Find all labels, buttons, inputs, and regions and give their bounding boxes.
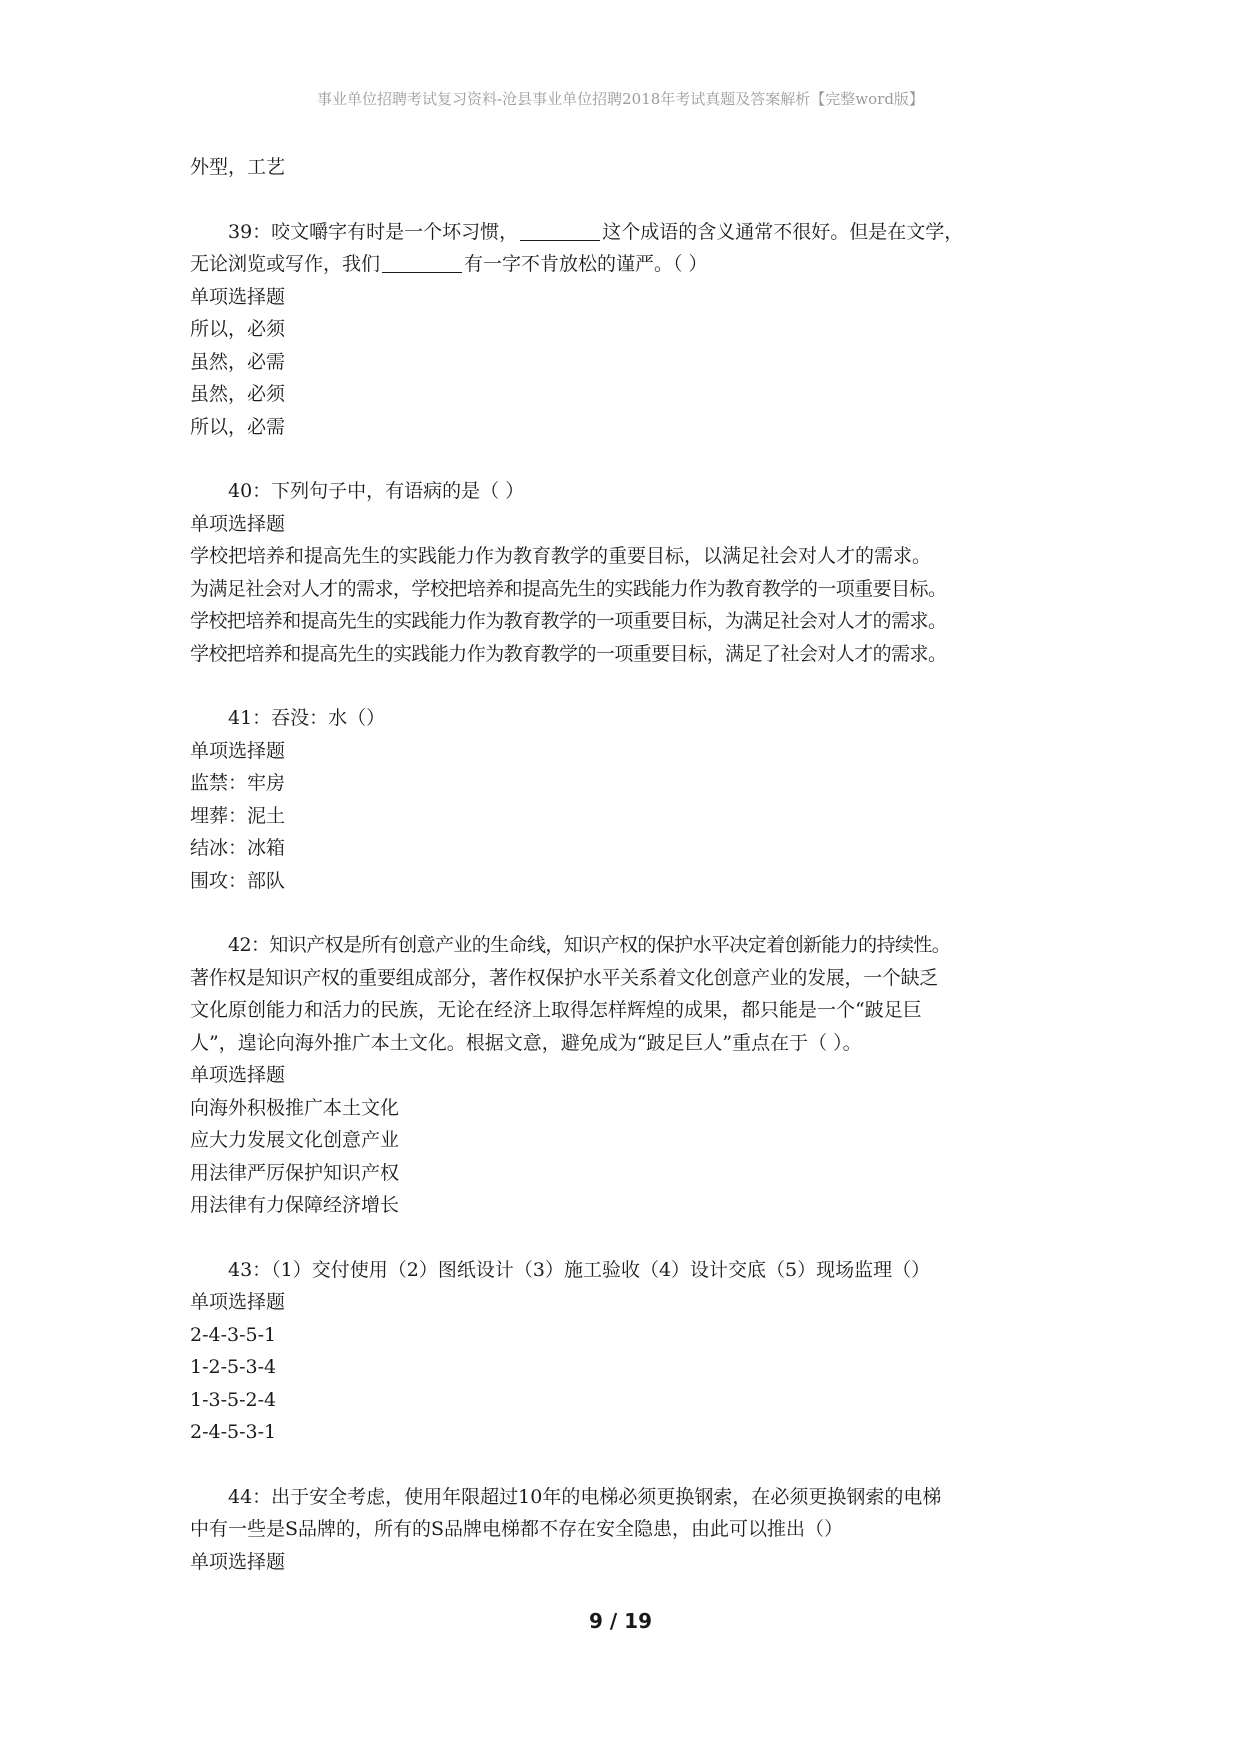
option: 2-4-3-5-1 (190, 1323, 277, 1346)
question-stem: 43：（1）交付使用（2）图纸设计（3）施工验收（4）设计交底（5）现场监理（） (228, 1258, 931, 1281)
question-stem-line: 无论浏览或写作，我们 有一字不肯放松的谨严。（ ） (190, 253, 708, 275)
option: 结冰：冰箱 (190, 837, 286, 859)
option: 所以，必需 (190, 415, 286, 438)
question-stem-line: 44：出于安全考虑，使用年限超过10年的电梯必须更换钢索，在必须更换钢索的电梯 (228, 1485, 942, 1508)
option: 外型，工艺 (190, 156, 286, 178)
option: 向海外积极推广本土文化 (190, 1096, 400, 1119)
option: 用法律严厉保护知识产权 (190, 1161, 400, 1184)
option: 为满足社会对人才的需求，学校把培养和提高先生的实践能力作为教育教学的一项重要目标。 (190, 577, 947, 600)
option: 围攻：部队 (190, 869, 286, 892)
option: 监禁：牢房 (190, 772, 286, 794)
page-header: 事业单位招聘考试复习资料-沧县事业单位招聘2018年考试真题及答案解析【完整word版】 (317, 90, 924, 108)
question-44 (190, 1481, 1060, 1579)
question-stem-line: 中有一些是S品牌的，所有的S品牌电梯都不存在安全隐患，由此可以推出（） (190, 1518, 844, 1540)
question-42 (190, 929, 1060, 1222)
option: 应大力发展文化创意产业 (190, 1129, 400, 1151)
question-type: 单项选择题 (190, 1550, 286, 1573)
question-stem: 40：下列句子中，有语病的是（ ） (228, 480, 525, 502)
question-type: 单项选择题 (190, 1064, 286, 1086)
option: 1-2-5-3-4 (190, 1356, 277, 1378)
option: 1-3-5-2-4 (190, 1388, 277, 1411)
previous-question-tail (190, 151, 1060, 184)
option: 学校把培养和提高先生的实践能力作为教育教学的一项重要目标，满足了社会对人才的需求。 (190, 642, 947, 665)
option: 所以，必须 (190, 318, 286, 340)
option: 2-4-5-3-1 (190, 1421, 277, 1443)
option: 学校把培养和提高先生的实践能力作为教育教学的一项重要目标，为满足社会对人才的需求。 (190, 610, 947, 632)
question-stem: 41：吞没：水（） (228, 707, 386, 729)
page-number: 9 / 19 (589, 1609, 652, 1633)
option: 虽然，必需 (190, 350, 286, 373)
question-43 (190, 1254, 1060, 1449)
answer-blank (520, 220, 600, 241)
question-type: 单项选择题 (190, 739, 286, 762)
document-body (190, 151, 1060, 1610)
option: 用法律有力保障经济增长 (190, 1194, 400, 1216)
question-stem-line: 42：知识产权是所有创意产业的生命线，知识产权的保护水平决定着创新能力的持续性。 (228, 934, 951, 956)
option: 虽然，必须 (190, 383, 286, 405)
question-40 (190, 475, 1060, 670)
question-type: 单项选择题 (190, 512, 286, 535)
question-stem-line: 人”，遑论向海外推广本土文化。根据文意，避免成为“跛足巨人”重点在于（ ）。 (190, 1031, 862, 1054)
question-type: 单项选择题 (190, 1291, 286, 1313)
question-stem-line: 文化原创能力和活力的民族，无论在经济上取得怎样辉煌的成果，都只能是一个“跛足巨 (190, 999, 922, 1021)
option: 学校把培养和提高先生的实践能力作为教育教学的重要目标，以满足社会对人才的需求。 (190, 545, 932, 567)
question-stem-line: 著作权是知识产权的重要组成部分，著作权保护水平关系着文化创意产业的发展，一个缺乏 (190, 966, 939, 989)
answer-blank (382, 252, 462, 273)
question-type: 单项选择题 (190, 285, 286, 308)
option: 埋葬：泥土 (190, 804, 286, 827)
question-41 (190, 702, 1060, 897)
question-stem-line: 39：咬文嚼字有时是一个坏习惯， 这个成语的含义通常不很好。但是在文学， (228, 220, 964, 243)
question-39 (190, 216, 1060, 444)
